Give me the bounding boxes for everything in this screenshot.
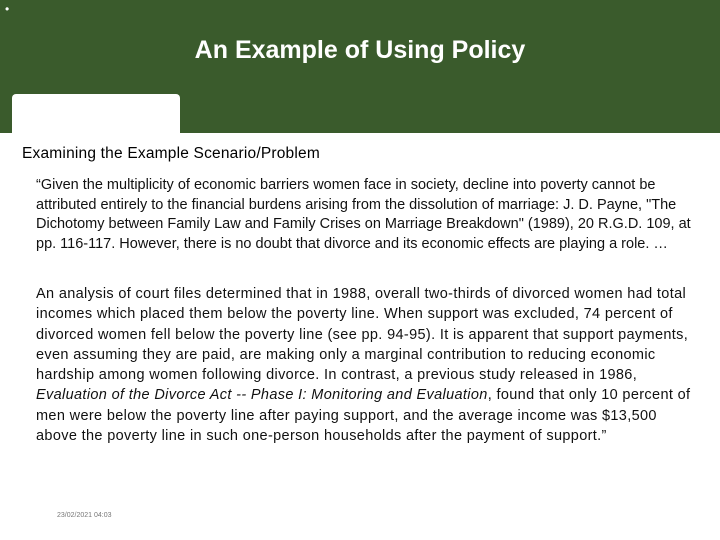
header-tab-shape bbox=[12, 94, 180, 136]
paragraph-2-text-end: , found that only 10 percent of men were below the poverty line after paying support, and the average income was $13,500 above the poverty line in such one‑person households after the payment of support.” bbox=[36, 387, 691, 445]
bullet-marker: • bbox=[5, 2, 10, 16]
quote-paragraph-2 bbox=[36, 284, 701, 446]
slide-subtitle: Examining the Example Scenario/Problem bbox=[22, 145, 320, 162]
paragraph-2-text-start: An analysis of court files determined that in 1988, overall two‑thirds of divorced women had total incomes which placed them below the poverty line. When support was excluded, 74 percent of divorced women fell below the poverty line (see pp. 94-95). It is apparent that support payments, even assuming they are paid, are making only a marginal contribution to reducing economic hardship among women following divorce. In contrast, a previous study released in 1986, bbox=[36, 286, 689, 384]
report-title-italic: Evaluation of the Divorce Act -- Phase I: Monitoring and Evaluation bbox=[36, 387, 488, 404]
slide-title: An Example of Using Policy bbox=[194, 36, 526, 64]
footer-date: 23/02/2021 04:03 bbox=[57, 512, 112, 519]
quote-paragraph-1: “Given the multiplicity of economic barriers women face in society, decline into poverty cannot be attributed entirely to the financial burdens arising from the dissolution of marriage: J. D. Payne, "The Dichotomy between Family Law and Family Crises on Marriage Breakdown" (1989), 20 R.G.D. 109, at pp. 116‑117. However, there is no doubt that divorce and its economic effects are playing a role. … bbox=[36, 177, 691, 252]
